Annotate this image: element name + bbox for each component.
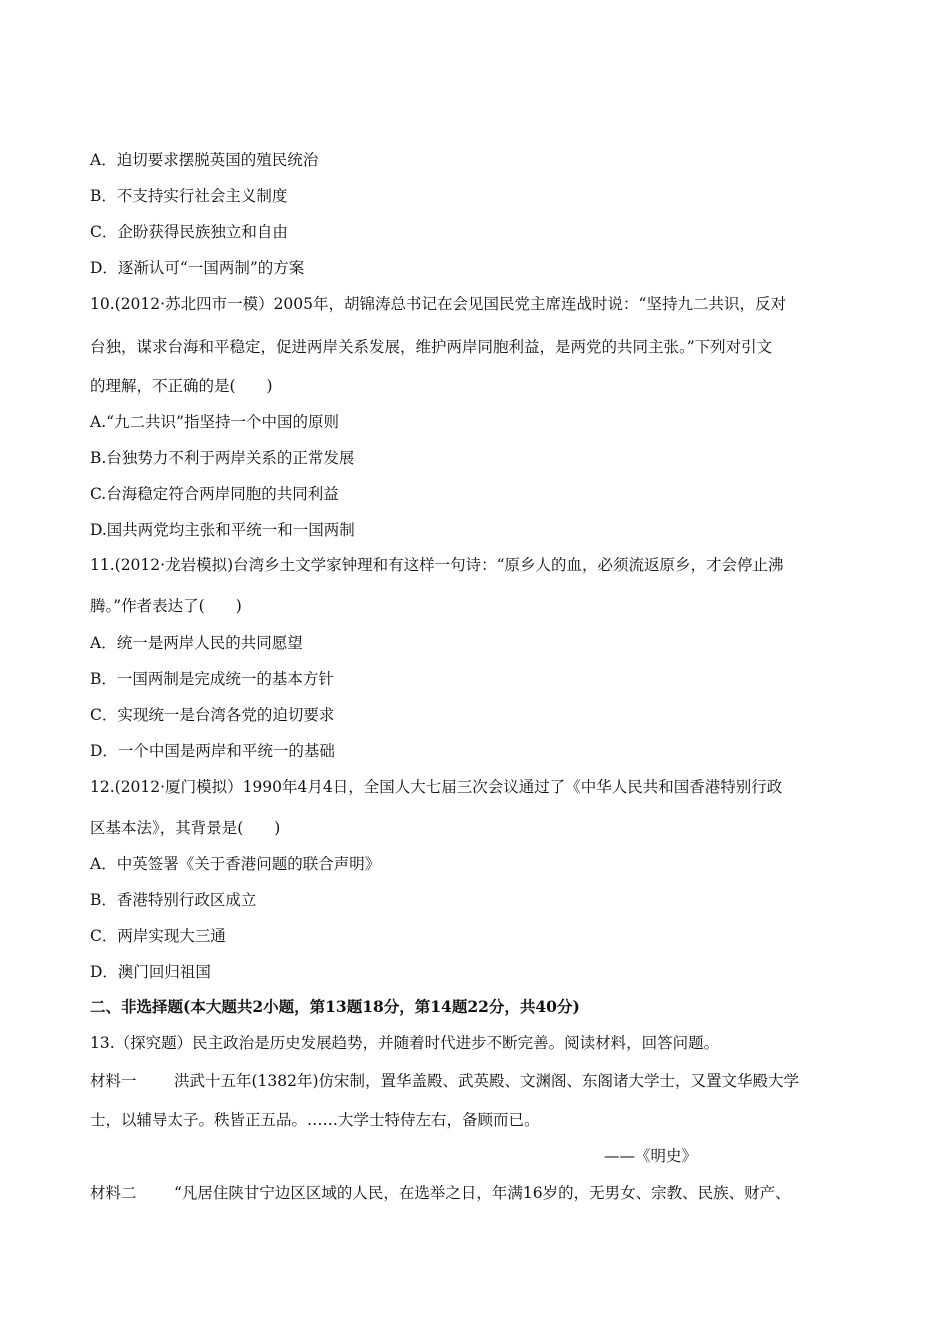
q11-stem-line-1: 11.(2012·龙岩模拟)台湾乡土文学家钟理和有这样一句诗：“原乡人的血，必须流返原乡，才会停止沸: [90, 556, 784, 574]
q11-option-b: B．一国两制是完成统一的基本方针: [90, 670, 334, 688]
q10-option-b: B.台独势力不利于两岸关系的正常发展: [90, 449, 355, 467]
q13-material-2-text: “凡居住陕甘宁边区区域的人民，在选举之日，年满16岁的，无男女、宗教、民族、财产、: [174, 1184, 791, 1202]
q9-option-d: D．逐渐认可“一国两制”的方案: [90, 259, 305, 277]
q13-material-1-line-1: [90, 1071, 799, 1091]
q9-option-c: C．企盼获得民族独立和自由: [90, 223, 288, 241]
q12-option-d: D．澳门回归祖国: [90, 963, 211, 981]
q13-material-1-label: 材料一: [90, 1072, 137, 1090]
q11-option-c: C．实现统一是台湾各党的迫切要求: [90, 706, 335, 724]
q13-material-2-line-1: [90, 1183, 791, 1203]
q10-stem-line-1: 10.(2012·苏北四市一模）2005年，胡锦涛总书记在会见国民党主席连战时说：“坚持九二共识，反对: [90, 295, 786, 313]
q13-material-1-source: ——《明史》: [604, 1147, 698, 1165]
q12-stem-line-1: 12.(2012·厦门模拟）1990年4月4日，全国人大七届三次会议通过了《中华人民共和国香港特别行政: [90, 778, 783, 796]
q12-option-c: C．两岸实现大三通: [90, 927, 226, 945]
q10-stem-line-2: 台独，谋求台海和平稳定，促进两岸关系发展，维护两岸同胞利益，是两党的共同主张。”下列对引文: [90, 338, 773, 356]
q12-stem-line-2: 区基本法》，其背景是( ): [90, 819, 281, 837]
q9-option-b: B．不支持实行社会主义制度: [90, 187, 288, 205]
q13-material-1-line-2: 士，以辅导太子。秩皆正五品。……大学士特侍左右，备顾而已。: [90, 1111, 540, 1129]
q11-option-d: D．一个中国是两岸和平统一的基础: [90, 742, 335, 760]
q10-option-a: A.“九二共识”指坚持一个中国的原则: [90, 413, 339, 431]
section-2-heading: 二、非选择题(本大题共2小题，第13题18分，第14题22分，共40分): [90, 997, 580, 1016]
q13-material-1-text: 洪武十五年(1382年)仿宋制，置华盖殿、武英殿、文渊阁、东阁诸大学士，又置文华殿大学: [174, 1072, 800, 1090]
q11-option-a: A．统一是两岸人民的共同愿望: [90, 634, 303, 652]
q12-option-a: A．中英签署《关于香港问题的联合声明》: [90, 855, 381, 873]
q12-option-b: B．香港特别行政区成立: [90, 891, 257, 909]
q13-intro: 13.（探究题）民主政治是历史发展趋势，并随着时代进步不断完善。阅读材料，回答问题。: [90, 1034, 720, 1052]
q10-option-c: C.台海稳定符合两岸同胞的共同利益: [90, 485, 339, 503]
q9-option-a: A．迫切要求摆脱英国的殖民统治: [90, 151, 319, 169]
q10-option-d: D.国共两党均主张和平统一和一国两制: [90, 521, 355, 539]
q13-material-2-label: 材料二: [90, 1184, 137, 1202]
q10-stem-line-3: 的理解，不正确的是( ): [90, 377, 273, 395]
q11-stem-line-2: 腾。”作者表达了( ): [90, 597, 242, 615]
